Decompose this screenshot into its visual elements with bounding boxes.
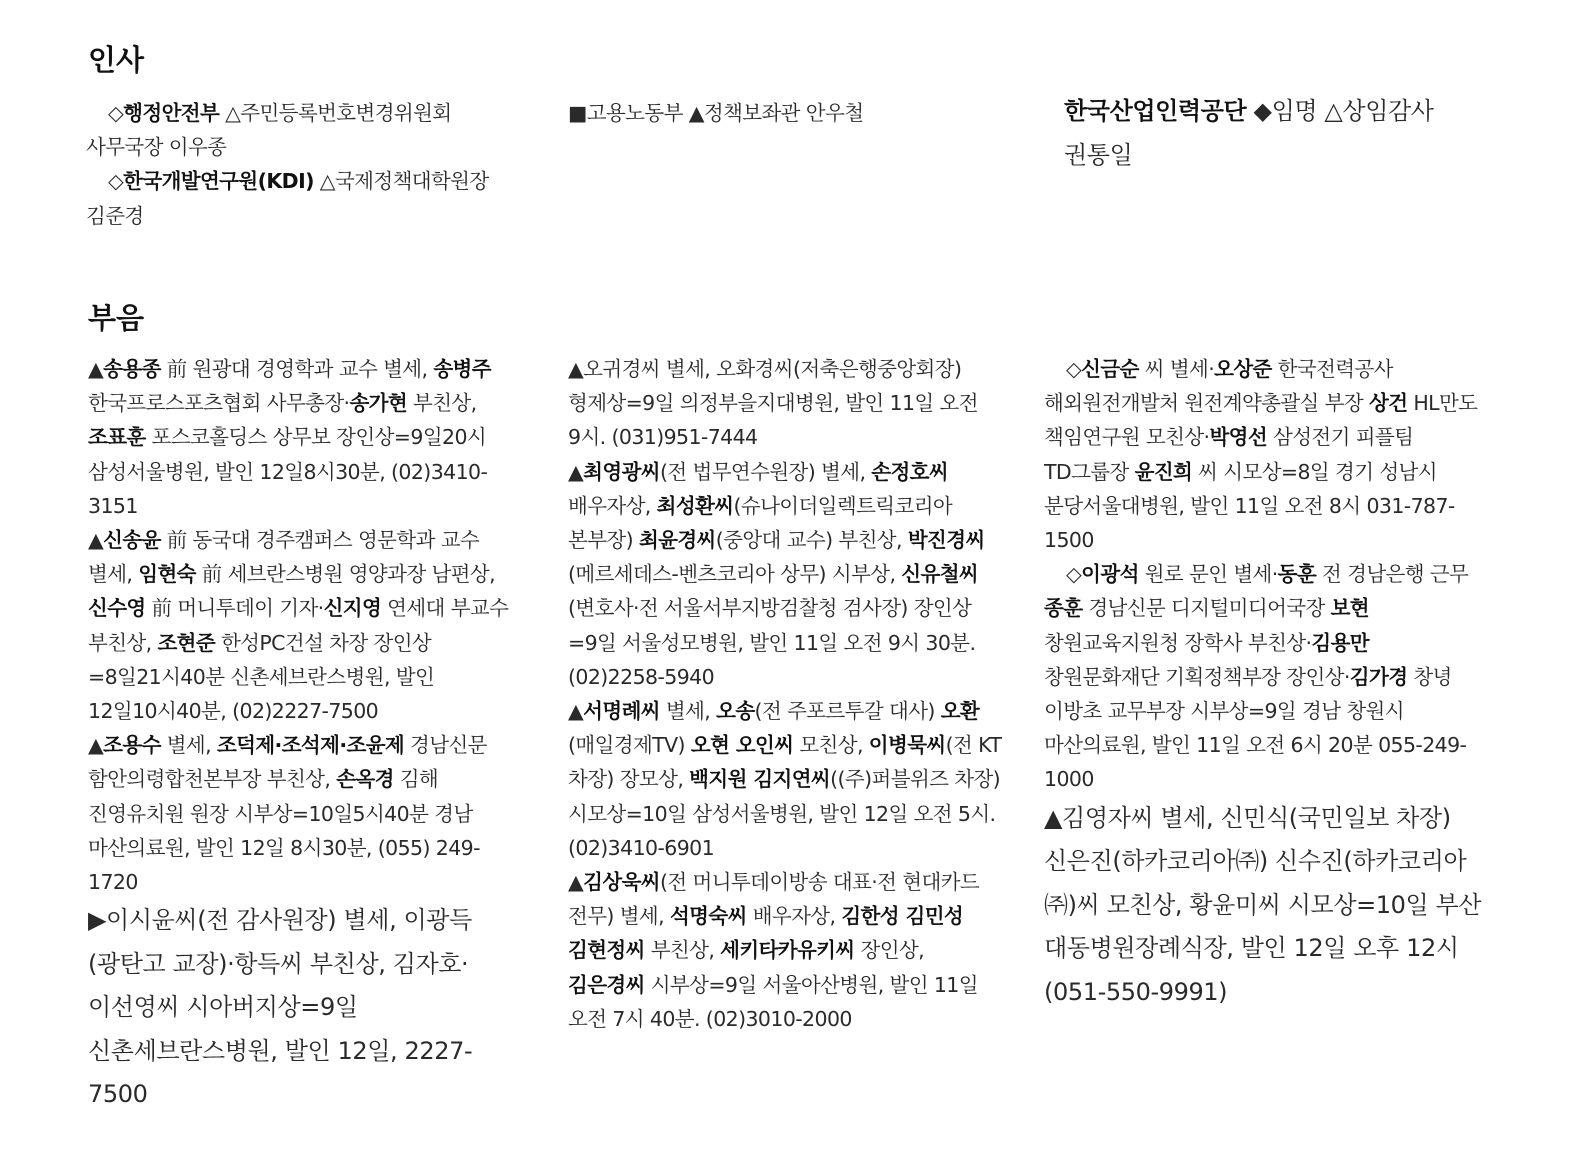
obituary-entry: ▲조용수 별세, 조덕제·조석제·조윤제 경남신문 함안의령합천본부장 부친상, 손옥경 김해 진영유치원 원장 시부상=10일5시40분 경남 마산의료원, 발인 12일 8시30분, (055) 249-1720 — [88, 733, 487, 895]
bold-name: 신지영 — [323, 596, 382, 621]
bueum-column-3 — [1044, 352, 1482, 1014]
bold-name: 신유철씨 — [901, 562, 979, 587]
bold-name: 조덕제·조석제·조윤제 — [216, 733, 405, 758]
notice-entry: ◇행정안전부 △주민등록번호변경위원회 사무국장 이우종 — [86, 101, 452, 160]
bold-name: 한국개발연구원(KDI) — [123, 169, 314, 194]
obituary-entry: ▲오귀경씨 별세, 오화경씨(저축은행중앙회장) 형제상=9일 의정부을지대병원, 발인 11일 오전 9시. (031)951-7444 — [568, 357, 978, 450]
obituary-entry: ▲서명례씨 별세, 오송(전 주포르투갈 대사) 오환(매일경제TV) 오현 오인씨 모친상, 이병묵씨(전 KT 차장) 장모상, 백지원 김지연씨((주)퍼블위즈 차장) 시모상=10일 삼성서울병원, 발인 12일 오전 5시. (02)3410-6901 — [568, 699, 1002, 860]
notice-entry: ◇한국개발연구원(KDI) △국제정책대학원장 김준경 — [86, 169, 489, 228]
bold-name: 한국산업인력공단 — [1064, 97, 1247, 125]
obituary-entry: ▲최영광씨(전 법무연수원장) 별세, 손정호씨 배우자상, 최성환씨(슈나이더일렉트릭코리아 본부장) 최윤경씨(중앙대 교수) 부친상, 박진경씨(메르세데스-벤츠코리아 상무) 시부상, 신유철씨(변호사·전 서울서부지방검찰청 검사장) 장인상=9일 서울성모병원, 발인 11일 오전 9시 30분. (02)2258-5940 — [568, 459, 985, 689]
bold-name: 상건 — [1369, 391, 1408, 416]
bold-name: 손정호씨 — [871, 459, 949, 484]
obituary-entry: ▲송용종 前 원광대 경영학과 교수 별세, 송병주 한국프로스포츠협회 사무총장·송가현 부친상, 조표훈 포스코홀딩스 상무보 장인상=9일20시 삼성서울병원, 발인 12일8시30분, (02)3410-3151 — [88, 357, 491, 518]
bold-name: 김한성 김민성 김현정씨 — [568, 904, 964, 963]
bold-name: 손옥경 — [336, 767, 394, 792]
bold-name: 김상욱씨 — [583, 870, 660, 895]
bold-name: 윤진희 — [1134, 459, 1193, 484]
bold-name: 오송 — [716, 699, 755, 724]
obituary-entry: ◇이광석 원로 문인 별세·동훈 전 경남은행 근무 종훈 경남신문 디지털미디어국장 보현 창원교육지원청 장학사 부친상·김용만 창원문화재단 기획정책부장 장인상·김가경 창녕 이방초 교무부장 시부상=9일 경남 창원시 마산의료원, 발인 11일 오전 6시 20분 055-249-1000 — [1044, 562, 1469, 792]
bold-name: 오환 — [940, 699, 980, 724]
obituary-entry: ◇신금순 씨 별세·오상준 한국전력공사 해외원전개발처 원전계약총괄실 부장 상건 HL만도 책임연구원 모친상·박영선 삼성전기 피플팀 TD그룹장 윤진희 씨 시모상=8일 경기 성남시 분당서울대병원, 발인 11일 오전 8시 031-787-1500 — [1044, 357, 1478, 553]
bueum-column-1 — [88, 352, 526, 1117]
bold-name: 조현준 — [157, 630, 216, 655]
bold-name: 오현 오인씨 — [690, 733, 794, 758]
bold-name: 박영선 — [1209, 425, 1268, 450]
insa-column-1 — [86, 96, 524, 233]
bold-name: 석명숙씨 — [669, 904, 747, 929]
obituary-entry: ▲김영자씨 별세, 신민식(국민일보 차장) 신은진(하카코리아㈜) 신수진(하카코리아㈜)씨 모친상, 황윤미씨 시모상=10일 부산 대동병원장례식장, 발인 12일 오후 12시(051-550-9991) — [1044, 803, 1482, 1006]
insa-column-3 — [1064, 90, 1502, 177]
bold-name: 김은경씨 — [568, 972, 645, 997]
bold-name: 박진경씨 — [907, 528, 985, 553]
bold-name: 종훈 — [1044, 596, 1083, 621]
bold-name: 이병묵씨 — [868, 733, 946, 758]
bold-name: 김용만 — [1311, 630, 1369, 655]
section-title-bueum: 부음 — [88, 301, 145, 335]
bold-name: 백지원 김지연씨 — [689, 767, 831, 792]
bold-name: 행정안전부 — [123, 101, 220, 125]
bold-name: 조용수 — [103, 733, 161, 758]
bold-name: 동훈 — [1277, 562, 1317, 587]
obituary-entry: ▶이시윤씨(전 감사원장) 별세, 이광득(광탄고 교장)·항득씨 부친상, 김자호·이선영씨 시아버지상=9일 신촌세브란스병원, 발인 12일, 2227-7500 — [88, 906, 473, 1109]
bold-name: 보현 — [1330, 596, 1369, 621]
obituary-entry: ▲김상욱씨(전 머니투데이방송 대표·전 현대카드 전무) 별세, 석명숙씨 배우자상, 김한성 김민성 김현정씨 부친상, 세키타카유키씨 장인상, 김은경씨 시부상=9일 서울아산병원, 발인 11일 오전 7시 40분. (02)3010-2000 — [568, 870, 980, 1031]
bold-name: 김가경 — [1349, 664, 1408, 689]
notice-entry: ■고용노동부 ▲정책보좌관 안우철 — [568, 101, 864, 125]
bold-name: 최영광씨 — [583, 459, 660, 484]
bold-name: 최성환씨 — [656, 493, 734, 518]
notice-entry: 한국산업인력공단 ◆임명 △상임감사 권통일 — [1064, 97, 1434, 169]
section-title-insa: 인사 — [88, 43, 145, 77]
bold-name: 송용종 — [103, 357, 161, 381]
bueum-column-2 — [568, 352, 1006, 1036]
bold-name: 세키타카유키씨 — [720, 938, 855, 963]
bold-name: 임현숙 — [138, 562, 196, 587]
bold-name: 오상준 — [1214, 357, 1272, 381]
bold-name: 신수영 — [88, 596, 146, 621]
bold-name: 서명례씨 — [583, 699, 660, 724]
bold-name: 조표훈 — [88, 425, 146, 450]
insa-column-2 — [568, 96, 1006, 130]
bold-name: 신금순 — [1081, 357, 1139, 381]
bold-name: 송병주 — [433, 357, 491, 381]
obituary-entry: ▲신송윤 前 동국대 경주캠퍼스 영문학과 교수 별세, 임현숙 前 세브란스병원 영양과장 남편상, 신수영 前 머니투데이 기자·신지영 연세대 부교수 부친상, 조현준 한성PC건설 차장 장인상=8일21시40분 신촌세브란스병원, 발인 12일10시40분, (02)2227-7500 — [88, 528, 509, 724]
bold-name: 최윤경씨 — [638, 528, 716, 553]
bold-name: 신송윤 — [103, 528, 161, 553]
bold-name: 이광석 — [1081, 562, 1139, 587]
bold-name: 송가현 — [349, 391, 408, 416]
